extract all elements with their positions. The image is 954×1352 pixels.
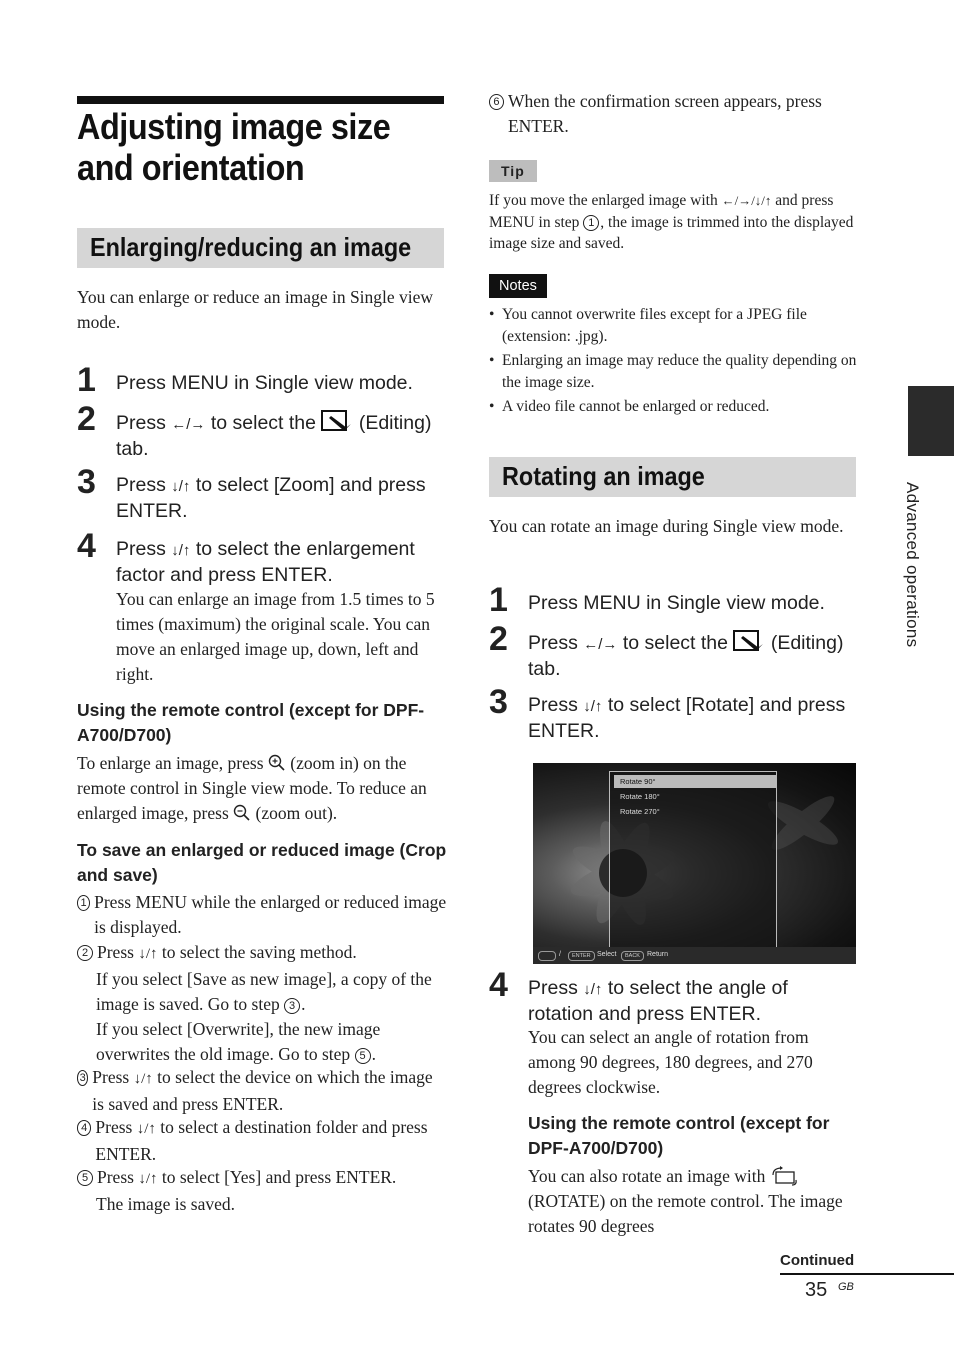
- step-number: 3: [77, 463, 96, 501]
- step-circle: 3: [77, 1070, 88, 1086]
- step-number: 1: [489, 581, 508, 619]
- step-text: Press ↓/↑ to select the angle of rotation and press ENTER.: [528, 977, 788, 1025]
- zoom-out-icon: [233, 804, 251, 822]
- crop-step: 2 Press ↓/↑ to select the saving method. If you select [Save as new image], a copy of the image is saved. Go to step 3 . If you select [Overwrite], the new image overwrites the old image. Go to step 5 .: [77, 940, 447, 1067]
- step-text: Press ←/→ to select the (Editing) tab.: [116, 412, 432, 460]
- tip-label: Tip: [489, 160, 537, 182]
- left-right-arrows-icon: ←/→: [171, 416, 206, 433]
- step-circle: 6: [489, 94, 504, 110]
- direction-arrows-icon: ←/→/↓/↑: [721, 193, 772, 208]
- down-up-arrows-icon: ↓/↑: [133, 1071, 153, 1087]
- nav-buttons-icon: [538, 951, 556, 961]
- down-up-arrows-icon: ↓/↑: [136, 1121, 156, 1137]
- step-number: 4: [77, 527, 96, 565]
- editing-icon: [321, 410, 353, 432]
- footer-rule: [780, 1273, 954, 1275]
- rotate-menu-screenshot: [533, 763, 856, 964]
- rotate-intro: You can rotate an image during Single view mode.: [489, 516, 844, 536]
- step-circle: 4: [77, 1120, 91, 1136]
- step-number: 3: [489, 683, 508, 721]
- step-number: 2: [489, 620, 508, 658]
- notes-list: [489, 304, 857, 418]
- down-up-arrows-icon: ↓/↑: [171, 542, 191, 559]
- select-label: Select: [597, 951, 617, 958]
- step-text: Press ←/→ to select the (Editing) tab.: [528, 632, 844, 680]
- remote-text: You can also rotate an image with (ROTATE) on the remote control. The image rotates 90 degrees: [528, 1166, 843, 1236]
- step-number: 4: [489, 966, 508, 1004]
- zoom-in-icon: [268, 754, 286, 772]
- menu-item-rotate-180[interactable]: Rotate 180°: [620, 792, 660, 801]
- title-rule: [77, 96, 444, 104]
- step-detail: You can select an angle of rotation from among 90 degrees, 180 degrees, and 270 degrees clockwise.: [528, 1027, 813, 1097]
- tip-text: If you move the enlarged image with ←/→/↓/↑ and press MENU in step 1 , the image is trimmed into the displayed image size and saved.: [489, 192, 854, 252]
- step-number: 2: [77, 400, 96, 438]
- step-ref-circle: 1: [583, 215, 599, 231]
- step-ref-circle: 3: [284, 998, 300, 1014]
- step-circle: 2: [77, 945, 93, 961]
- step-text: Press ↓/↑ to select [Zoom] and press ENTER.: [116, 474, 426, 522]
- notes-label: Notes: [489, 274, 547, 298]
- menu-item-rotate-270[interactable]: Rotate 270°: [620, 807, 660, 816]
- down-up-arrows-icon: ↓/↑: [138, 1171, 158, 1187]
- step-text: Press MENU in Single view mode.: [116, 372, 413, 394]
- down-up-arrows-icon: ↓/↑: [138, 946, 158, 962]
- remote-text: To enlarge an image, press (zoom in) on the remote control in Single view mode. To reduce an enlarged image, press (zoom out).: [77, 753, 427, 823]
- page-title: Adjusting image size and orientation: [77, 106, 391, 188]
- crop-step: 5 Press ↓/↑ to select [Yes] and press ENTER. The image is saved.: [77, 1165, 447, 1217]
- step-text: Press MENU in Single view mode.: [528, 592, 825, 614]
- page-number: 35: [805, 1279, 828, 1301]
- rotate-menu: [609, 771, 777, 948]
- note-item: • You cannot overwrite files except for a JPEG file (extension: .jpg).: [489, 306, 807, 345]
- continued-label: Continued: [780, 1252, 855, 1269]
- remote-heading: Using the remote control (except for DPF-A700/D700): [528, 1113, 830, 1158]
- page-suffix: GB: [838, 1281, 854, 1293]
- step-ref-circle: 5: [355, 1048, 371, 1064]
- enlarge-intro: You can enlarge or reduce an image in Single view mode.: [77, 287, 434, 332]
- section-side-tab: [908, 386, 954, 456]
- editing-icon: [733, 630, 765, 652]
- step-text: Press ↓/↑ to select the enlargement factor and press ENTER.: [116, 538, 415, 586]
- step-circle: 5: [77, 1170, 93, 1186]
- rotate-icon: [770, 1166, 800, 1186]
- crop-step: 3 Press ↓/↑ to select the device on which the image is saved and press ENTER.: [77, 1065, 447, 1117]
- step-circle: 1: [77, 895, 90, 911]
- step-number: 1: [77, 361, 96, 399]
- note-item: • Enlarging an image may reduce the quality depending on the image size.: [489, 352, 857, 391]
- crop-step: 6 When the confirmation screen appears, press ENTER.: [489, 89, 859, 139]
- side-tab-label: Advanced operations: [903, 482, 922, 648]
- enter-button-icon: ENTER: [568, 951, 595, 961]
- screen-hint-bar: / ENTER Select BACK Return: [533, 947, 856, 964]
- crop-heading: To save an enlarged or reduced image (Crop and save): [77, 840, 447, 885]
- down-up-arrows-icon: ↓/↑: [583, 981, 603, 998]
- left-right-arrows-icon: ←/→: [583, 636, 618, 653]
- down-up-arrows-icon: ↓/↑: [583, 698, 603, 715]
- return-label: Return: [647, 951, 669, 958]
- note-item: • A video file cannot be enlarged or reduced.: [489, 398, 770, 415]
- section-heading-rotating: Rotating an image: [489, 457, 856, 497]
- back-button-icon: BACK: [621, 951, 644, 961]
- step-text: Press ↓/↑ to select [Rotate] and press ENTER.: [528, 694, 846, 742]
- down-up-arrows-icon: ↓/↑: [171, 478, 191, 495]
- menu-item-rotate-90[interactable]: Rotate 90°: [614, 775, 776, 788]
- remote-heading: Using the remote control (except for DPF-A700/D700): [77, 700, 425, 745]
- crop-step: 4 Press ↓/↑ to select a destination folder and press ENTER.: [77, 1115, 447, 1167]
- section-heading-enlarging: Enlarging/reducing an image: [77, 228, 444, 268]
- step-detail: You can enlarge an image from 1.5 times to 5 times (maximum) the original scale. You can move an enlarged image up, down, left and right.: [116, 589, 435, 684]
- crop-step: 1 Press MENU while the enlarged or reduced image is displayed.: [77, 890, 447, 940]
